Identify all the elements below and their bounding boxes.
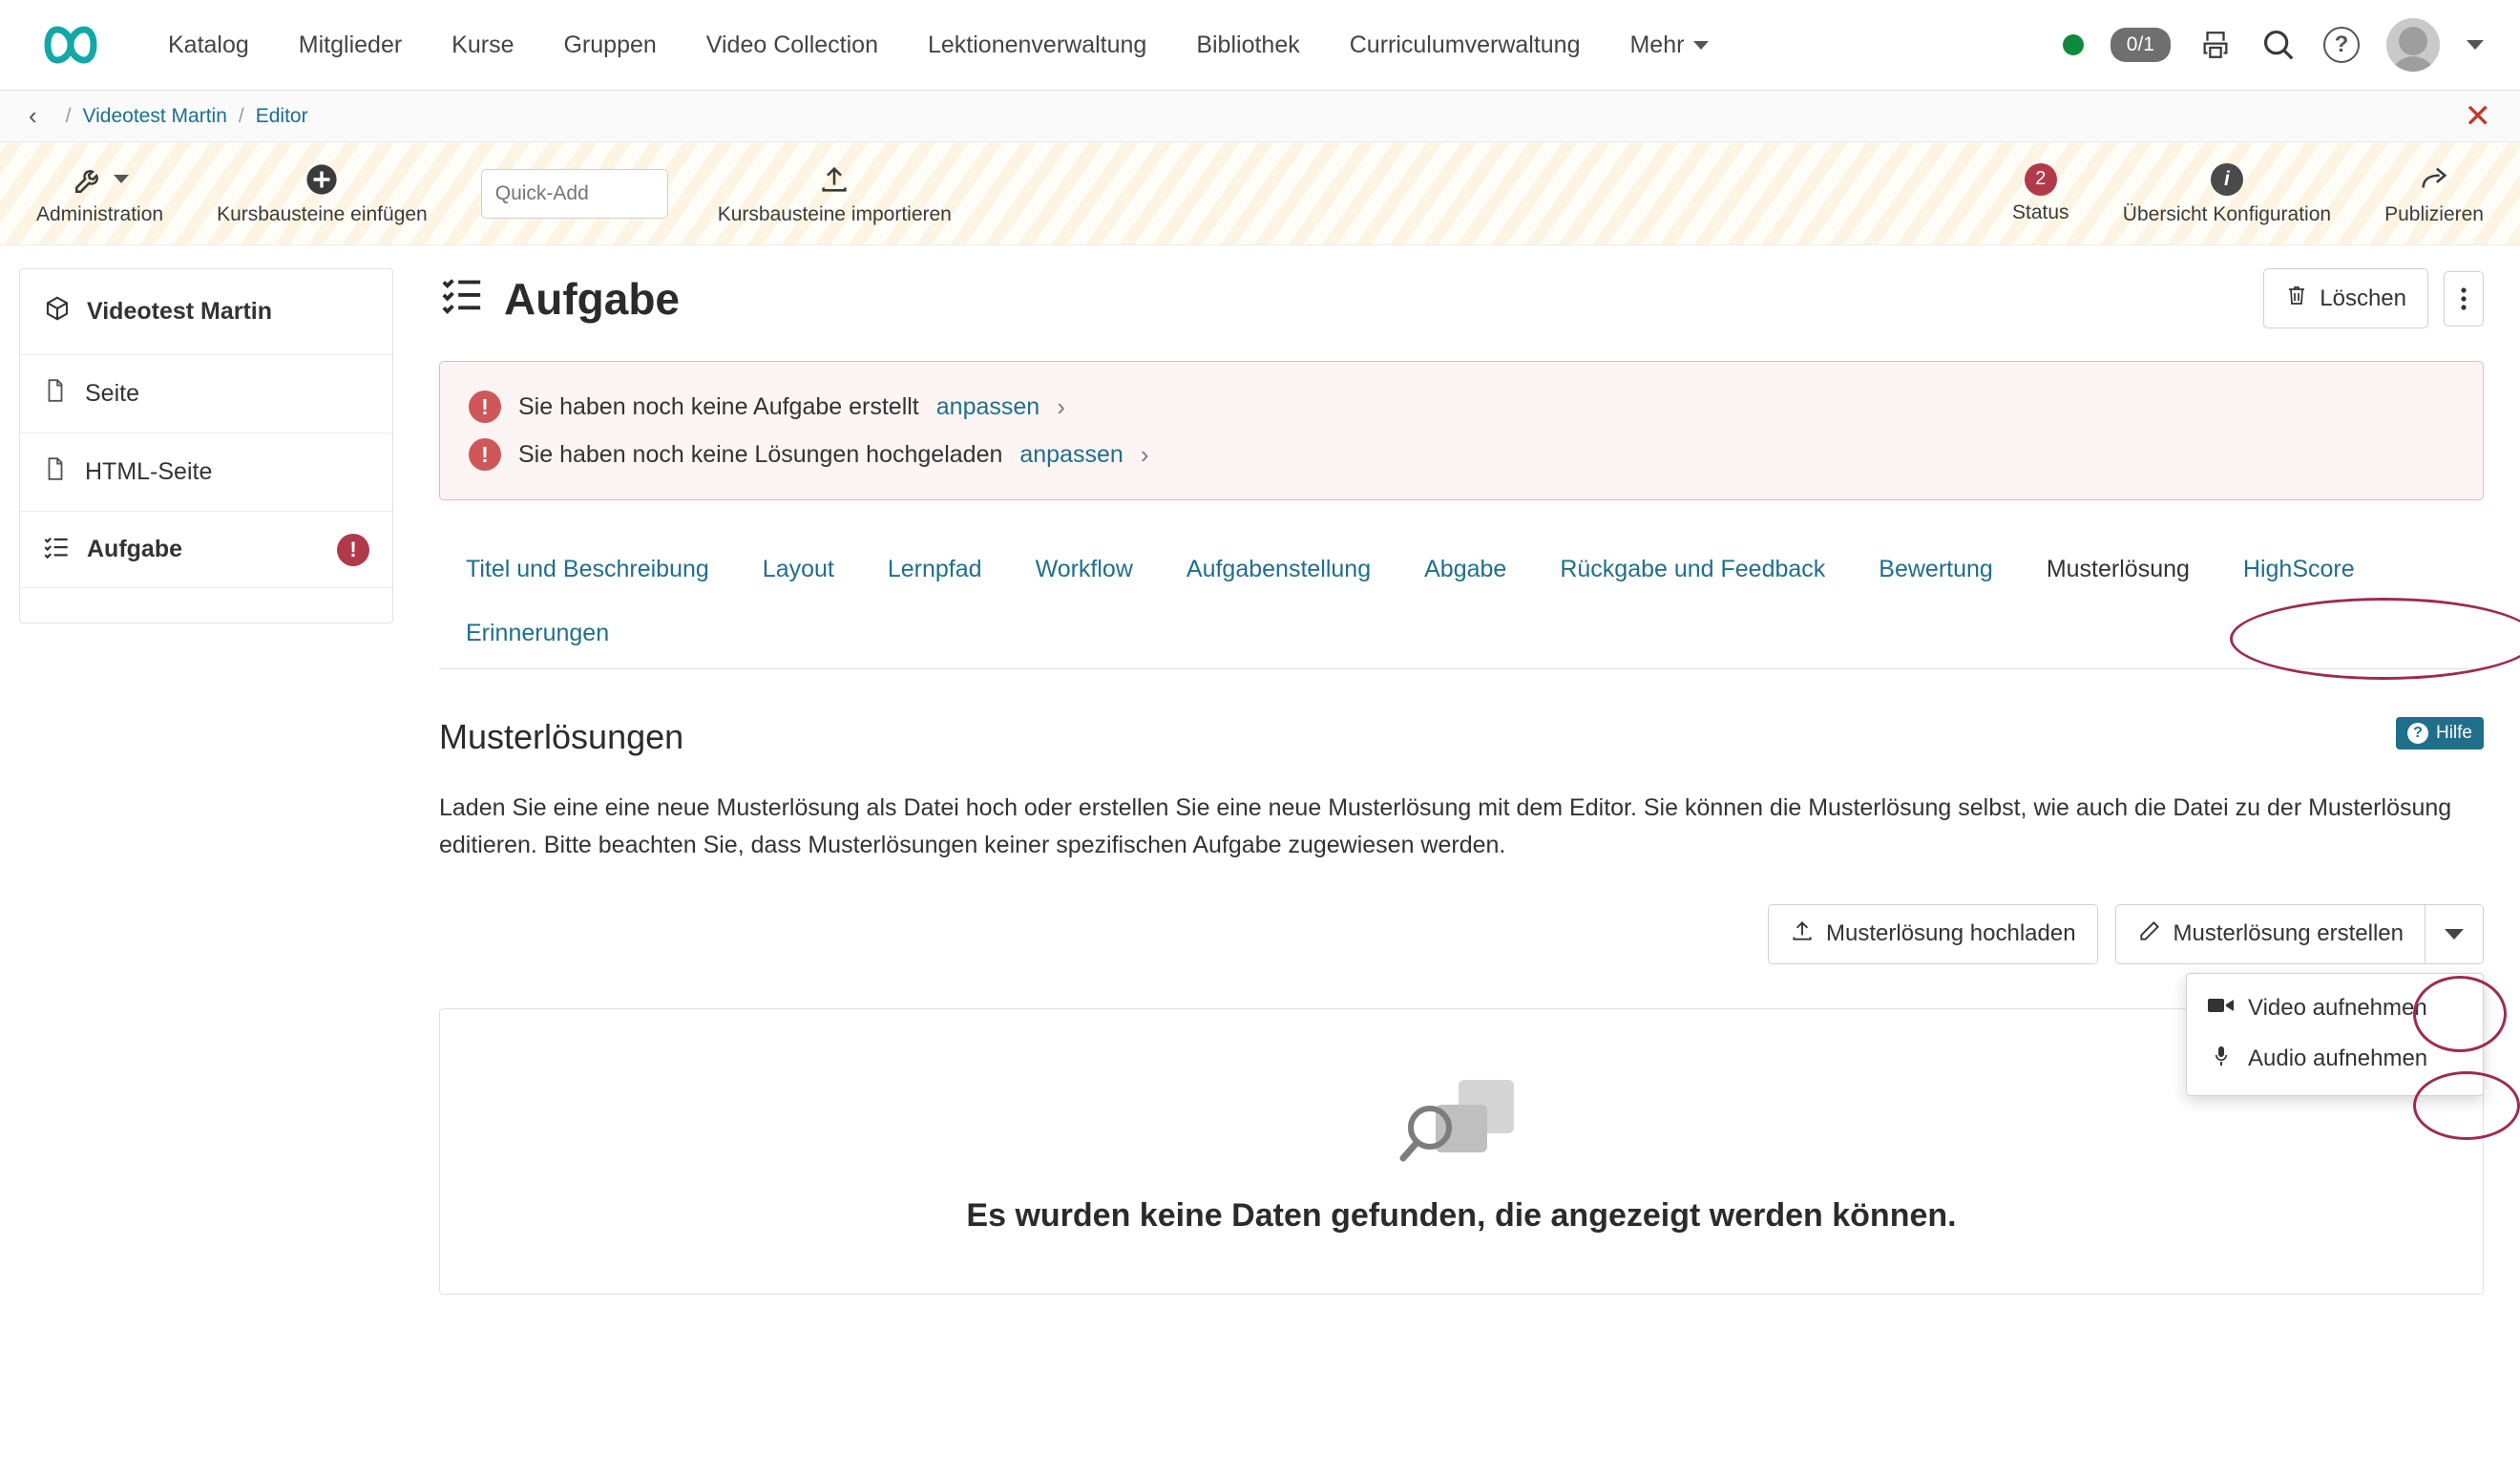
- tab-titel-und-beschreibung[interactable]: Titel und Beschreibung: [466, 556, 709, 582]
- alert-link-anpassen[interactable]: anpassen: [1019, 440, 1124, 468]
- create-solution-dropdown-toggle[interactable]: [2425, 904, 2484, 964]
- create-solution-label: Musterlösung erstellen: [2173, 920, 2404, 946]
- alert-row: [469, 383, 2454, 431]
- trash-icon: [2285, 283, 2308, 314]
- infinity-logo[interactable]: [27, 18, 118, 72]
- sidebar-item-aufgabe[interactable]: [20, 512, 392, 588]
- insert-course-elements-label: Kursbausteine einfügen: [217, 202, 428, 225]
- validation-alert-box: [439, 361, 2484, 500]
- menu-item-audio-label: Audio aufnehmen: [2248, 1045, 2428, 1071]
- upload-solution-label: Musterlösung hochladen: [1826, 920, 2076, 946]
- breadcrumb-separator-0: /: [65, 104, 72, 127]
- nav-item-mehr-label: Mehr: [1629, 31, 1685, 58]
- page-title-label: Aufgabe: [504, 273, 680, 324]
- status-label: Status: [2012, 201, 2069, 223]
- sidebar-course-title[interactable]: [20, 269, 392, 355]
- tab-rueckgabe-und-feedback[interactable]: Rückgabe und Feedback: [1560, 556, 1826, 582]
- nav-item-curriculumverwaltung[interactable]: Curriculumverwaltung: [1349, 31, 1581, 58]
- help-icon[interactable]: ?: [2323, 27, 2360, 63]
- alert-icon: !: [469, 391, 501, 423]
- online-status-dot: [2063, 34, 2084, 55]
- close-icon[interactable]: ✕: [2464, 97, 2491, 135]
- kebab-menu-icon[interactable]: [2444, 271, 2484, 327]
- chevron-right-icon[interactable]: ›: [1057, 391, 1065, 421]
- edit-icon: [2137, 919, 2162, 950]
- microphone-icon: [2208, 1045, 2235, 1074]
- solutions-empty-panel: [439, 1008, 2484, 1295]
- search-icon[interactable]: [2260, 27, 2297, 63]
- wrench-icon: [72, 161, 129, 198]
- sidebar-item-html-seite-label: HTML-Seite: [85, 458, 213, 485]
- empty-state-text: Es wurden keine Daten gefunden, die angezeigt werden können.: [966, 1196, 1957, 1234]
- upload-solution-button[interactable]: [1768, 904, 2098, 964]
- tab-erinnerungen[interactable]: Erinnerungen: [466, 620, 610, 646]
- breadcrumb-separator-1: /: [238, 104, 244, 127]
- plus-circle-icon: [305, 161, 338, 198]
- alert-text: Sie haben noch keine Aufgabe erstellt: [518, 392, 919, 420]
- administration-label: Administration: [36, 202, 164, 225]
- course-editor-toolbar: [0, 142, 2520, 245]
- section-header: [439, 717, 2484, 757]
- alert-link-anpassen[interactable]: anpassen: [935, 392, 1040, 420]
- create-solution-button[interactable]: [2115, 904, 2425, 964]
- breadcrumb: [0, 91, 2520, 142]
- alert-row: [469, 431, 2454, 478]
- sidebar-item-seite-label: Seite: [85, 380, 139, 407]
- administration-button[interactable]: [36, 161, 163, 226]
- sidebar-item-seite[interactable]: [20, 355, 392, 433]
- insert-course-elements-button[interactable]: [217, 161, 428, 226]
- printer-icon[interactable]: [2197, 29, 2234, 61]
- page-icon: [43, 376, 68, 412]
- tab-workflow[interactable]: Workflow: [1035, 556, 1133, 582]
- alert-text: Sie haben noch keine Lösungen hochgeladen: [518, 440, 1003, 468]
- section-title: Musterlösungen: [439, 717, 684, 756]
- no-data-search-icon: [1399, 1068, 1523, 1178]
- page-icon: [43, 454, 68, 490]
- course-cube-icon: [43, 294, 72, 329]
- solution-action-row: [439, 904, 2484, 1071]
- create-solution-split-button: [2115, 904, 2484, 964]
- chevron-down-icon[interactable]: [2467, 40, 2484, 50]
- config-tabs: [439, 540, 2484, 669]
- section-description: Laden Sie eine eine neue Musterlösung als Datei hoch oder erstellen Sie eine neue Musterlösung mit dem Editor. Sie können die Musterlösung selbst, wie auch die Datei zu der Musterlösung editieren. Bitte beachten Sie, dass Musterlösungen keiner spezifischen Aufgabe zugewiesen werden.: [439, 794, 2452, 858]
- chevron-down-icon: [2445, 929, 2464, 940]
- status-count-badge[interactable]: 0/1: [2110, 28, 2171, 61]
- sidebar-item-html-seite[interactable]: [20, 433, 392, 512]
- tab-musterloesung[interactable]: Musterlösung: [2046, 556, 2190, 582]
- configuration-overview-button[interactable]: [2123, 161, 2331, 226]
- top-nav-right: [2063, 18, 2493, 72]
- publish-label: Publizieren: [2384, 202, 2484, 225]
- tab-highscore[interactable]: HighScore: [2242, 556, 2355, 582]
- tab-aufgabenstellung[interactable]: Aufgabenstellung: [1186, 556, 1372, 582]
- editor-body: [0, 245, 2520, 1295]
- nav-item-mitglieder[interactable]: Mitglieder: [298, 31, 403, 58]
- nav-item-bibliothek[interactable]: Bibliothek: [1196, 31, 1300, 58]
- nav-item-video-collection[interactable]: Video Collection: [705, 31, 878, 58]
- chevron-down-icon: [1693, 41, 1709, 50]
- breadcrumb-root[interactable]: Videotest Martin: [82, 104, 227, 127]
- nav-item-lektionenverwaltung[interactable]: Lektionenverwaltung: [928, 31, 1147, 58]
- sidebar-item-aufgabe-label: Aufgabe: [87, 536, 182, 562]
- help-icon: ?: [2407, 723, 2428, 744]
- info-icon: i: [2211, 161, 2243, 198]
- nav-item-kurse[interactable]: Kurse: [452, 31, 514, 58]
- chevron-right-icon[interactable]: ›: [1140, 439, 1149, 469]
- publish-arrow-icon: [2417, 161, 2451, 198]
- publish-button[interactable]: [2384, 161, 2484, 226]
- quick-add-input[interactable]: [481, 169, 668, 219]
- breadcrumb-current[interactable]: Editor: [255, 104, 308, 127]
- sidebar-footer: [20, 588, 392, 623]
- video-camera-icon: [2208, 995, 2235, 1022]
- status-count-badge: 2: [2025, 163, 2057, 196]
- help-button-label: Hilfe: [2435, 723, 2472, 743]
- task-icon: [43, 533, 70, 566]
- menu-item-video-aufnehmen[interactable]: [2187, 983, 2483, 1033]
- page-title-row: [439, 268, 2484, 328]
- top-navigation: [0, 0, 2520, 91]
- error-badge: !: [337, 534, 369, 566]
- status-button[interactable]: [2012, 163, 2069, 224]
- chevron-left-icon[interactable]: ‹: [29, 101, 37, 130]
- import-course-elements-button[interactable]: [718, 161, 952, 226]
- sidebar-course-title-label: Videotest Martin: [87, 298, 273, 325]
- upload-icon: [817, 161, 851, 198]
- tab-layout[interactable]: Layout: [762, 556, 834, 582]
- tab-abgabe[interactable]: Abgabe: [1424, 556, 1507, 582]
- page-title-actions: [2263, 268, 2484, 328]
- nav-item-gruppen[interactable]: Gruppen: [563, 31, 657, 58]
- main-nav-items: [143, 0, 1733, 91]
- configuration-overview-label: Übersicht Konfiguration: [2122, 202, 2332, 225]
- chevron-down-icon: [114, 175, 129, 183]
- nav-item-mehr[interactable]: [1605, 0, 1733, 91]
- nav-item-katalog[interactable]: Katalog: [168, 31, 249, 58]
- tab-bewertung[interactable]: Bewertung: [1879, 556, 1993, 582]
- page-title: [439, 271, 680, 326]
- import-course-elements-label: Kursbausteine importieren: [717, 202, 952, 225]
- upload-icon: [1790, 919, 1815, 950]
- menu-item-video-label: Video aufnehmen: [2248, 994, 2427, 1021]
- alert-icon: !: [469, 438, 501, 471]
- delete-button[interactable]: [2263, 268, 2428, 328]
- task-icon: [439, 271, 485, 326]
- editor-content: [393, 268, 2520, 1295]
- menu-item-audio-aufnehmen[interactable]: [2187, 1033, 2483, 1086]
- avatar[interactable]: [2386, 18, 2440, 72]
- course-structure-sidebar: [19, 268, 393, 623]
- create-solution-dropdown-menu: [2186, 973, 2484, 1096]
- help-button[interactable]: [2396, 717, 2484, 750]
- delete-button-label: Löschen: [2320, 285, 2406, 311]
- tab-lernpfad[interactable]: Lernpfad: [887, 556, 982, 582]
